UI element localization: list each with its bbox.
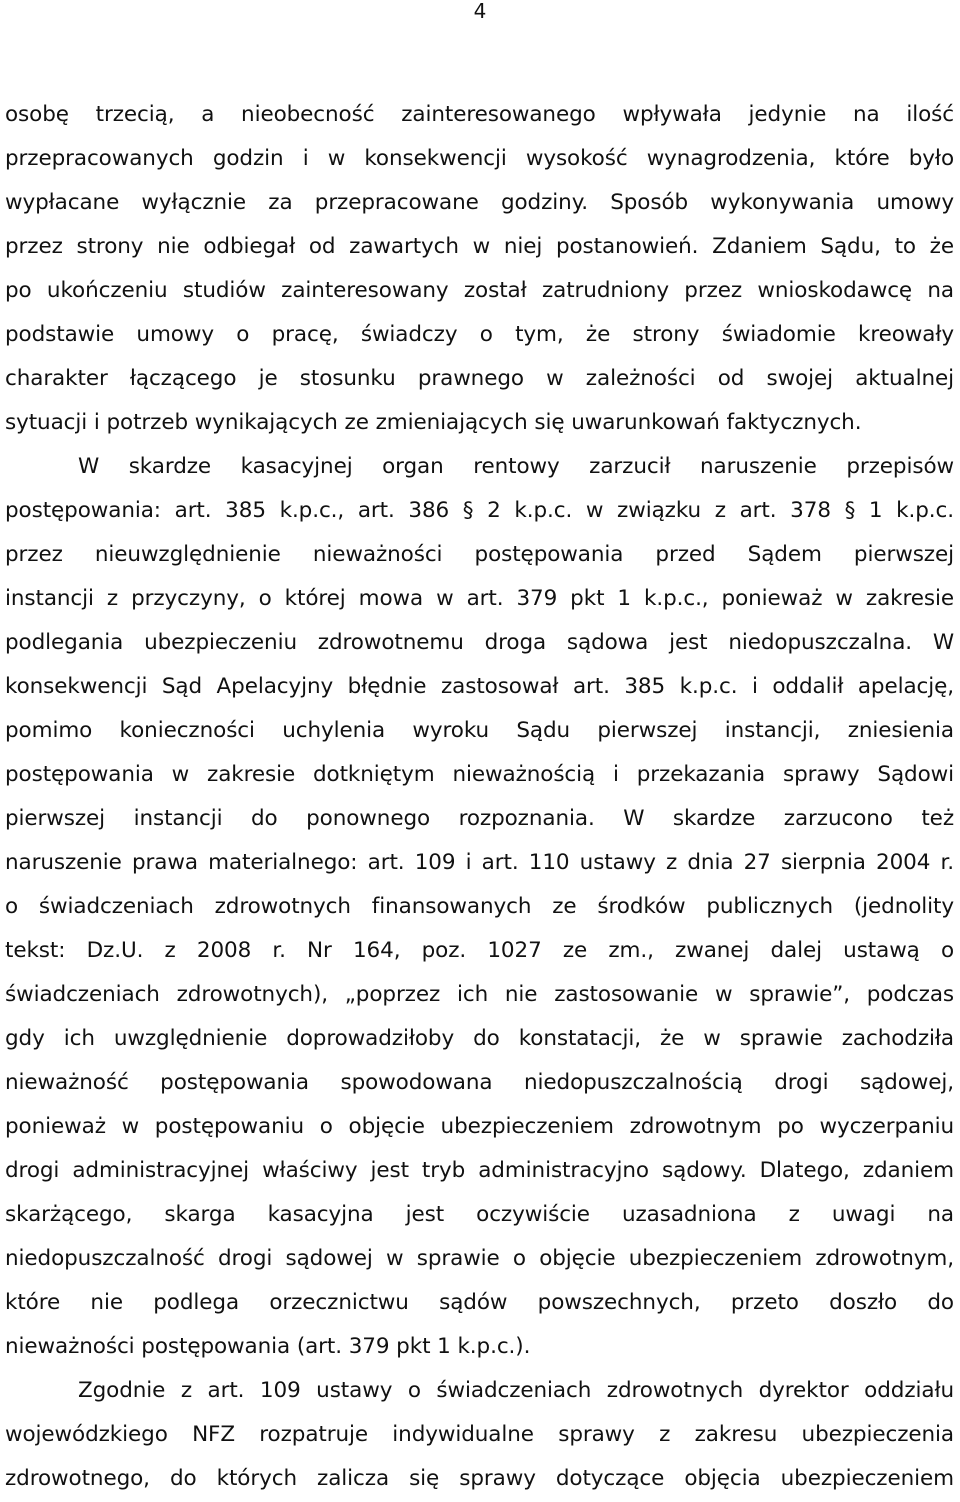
text-line: postępowania w zakresie dotkniętym nieważnością i przekazania sprawy Sądowi — [5, 762, 954, 787]
text-line: które nie podlega orzecznictwu sądów powszechnych, przeto doszło do — [5, 1290, 954, 1315]
text-line: ponieważ w postępowaniu o objęcie ubezpieczeniem zdrowotnym po wyczerpaniu — [5, 1114, 954, 1139]
text-line: przez strony nie odbiegał od zawartych w niej postanowień. Zdaniem Sądu, to że — [5, 234, 954, 259]
text-line: drogi administracyjnej właściwy jest tryb administracyjno sądowy. Dlatego, zdaniem — [5, 1158, 954, 1183]
text-line: wypłacane wyłącznie za przepracowane godziny. Sposób wykonywania umowy — [5, 190, 954, 215]
text-line: pierwszej instancji do ponownego rozpoznania. W skardze zarzucono też — [5, 806, 954, 831]
text-line: osobę trzecią, a nieobecność zainteresowanego wpływała jedynie na ilość — [5, 102, 954, 127]
text-line: niedopuszczalność drogi sądowej w sprawie o objęcie ubezpieczeniem zdrowotnym, — [5, 1246, 954, 1271]
text-line: skarżącego, skarga kasacyjna jest oczywiście uzasadniona z uwagi na — [5, 1202, 954, 1227]
text-line: podstawie umowy o pracę, świadczy o tym, że strony świadomie kreowały — [5, 322, 954, 347]
text-line: przez nieuwzględnienie nieważności postępowania przed Sądem pierwszej — [5, 542, 954, 567]
text-line: zdrowotnego, do których zalicza się sprawy dotyczące objęcia ubezpieczeniem — [5, 1466, 954, 1491]
text-line: podlegania ubezpieczeniu zdrowotnemu droga sądowa jest niedopuszczalna. W — [5, 630, 954, 655]
text-line: postępowania: art. 385 k.p.c., art. 386 § 2 k.p.c. w związku z art. 378 § 1 k.p.c. — [5, 498, 954, 523]
text-line: nieważność postępowania spowodowana niedopuszczalnością drogi sądowej, — [5, 1070, 954, 1095]
text-line: świadczeniach zdrowotnych), „poprzez ich nie zastosowanie w sprawie”, podczas — [5, 982, 954, 1007]
page-number: 4 — [473, 0, 487, 23]
text-line: o świadczeniach zdrowotnych finansowanych ze środków publicznych (jednolity — [5, 894, 954, 919]
text-line: instancji z przyczyny, o której mowa w art. 379 pkt 1 k.p.c., ponieważ w zakresie — [5, 586, 954, 611]
text-line: pomimo konieczności uchylenia wyroku Sądu pierwszej instancji, zniesienia — [5, 718, 954, 743]
text-line: nieważności postępowania (art. 379 pkt 1 k.p.c.). — [5, 1334, 531, 1359]
text-line: po ukończeniu studiów zainteresowany został zatrudniony przez wnioskodawcę na — [5, 278, 954, 303]
text-line: przepracowanych godzin i w konsekwencji wysokość wynagrodzenia, które było — [5, 146, 954, 171]
text-line: naruszenie prawa materialnego: art. 109 i art. 110 ustawy z dnia 27 sierpnia 2004 r. — [5, 850, 954, 875]
text-line: sytuacji i potrzeb wynikających ze zmieniających się uwarunkowań faktycznych. — [5, 410, 862, 435]
text-line: konsekwencji Sąd Apelacyjny błędnie zastosował art. 385 k.p.c. i oddalił apelację, — [5, 674, 954, 699]
text-line: gdy ich uwzględnienie doprowadziłoby do konstatacji, że w sprawie zachodziła — [5, 1026, 954, 1051]
text-line: charakter łączącego je stosunku prawnego w zależności od swojej aktualnej — [5, 366, 954, 391]
text-line: Zgodnie z art. 109 ustawy o świadczeniach zdrowotnych dyrektor oddziału — [78, 1378, 954, 1403]
text-line: W skardze kasacyjnej organ rentowy zarzucił naruszenie przepisów — [78, 454, 954, 479]
text-line: tekst: Dz.U. z 2008 r. Nr 164, poz. 1027 ze zm., zwanej dalej ustawą o — [5, 938, 954, 963]
text-line: wojewódzkiego NFZ rozpatruje indywidualne sprawy z zakresu ubezpieczenia — [5, 1422, 954, 1447]
